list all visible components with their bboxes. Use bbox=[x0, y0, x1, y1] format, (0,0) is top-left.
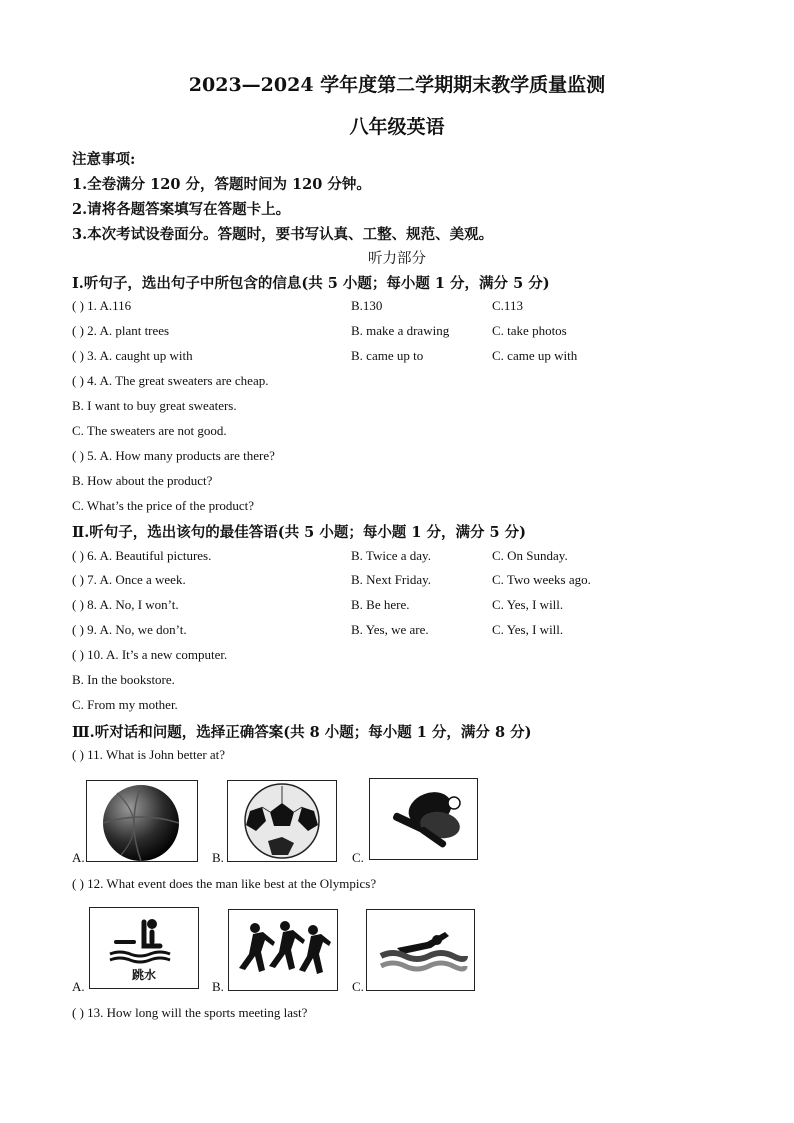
question-9 bbox=[72, 622, 752, 642]
q3-option-b: B. came up to bbox=[351, 348, 424, 363]
q12-label-c: C. bbox=[352, 979, 364, 994]
q11-label-a: A. bbox=[72, 850, 85, 865]
swimming-image bbox=[366, 909, 475, 991]
q6-option-b: B. Twice a day. bbox=[351, 548, 431, 563]
q10-option-c-row bbox=[72, 697, 752, 717]
q12-label-b: B. bbox=[212, 979, 224, 994]
q4-option-b: B. I want to buy great sweaters. bbox=[72, 398, 237, 413]
q9-option-b: B. Yes, we are. bbox=[351, 622, 429, 637]
q8-option-a: ( ) 8. A. No, I won’t. bbox=[72, 597, 179, 612]
q8-option-c: C. Yes, I will. bbox=[492, 597, 564, 612]
q10-option-b-row bbox=[72, 672, 752, 692]
question-3 bbox=[72, 348, 752, 368]
q1-option-b: B.130 bbox=[351, 298, 383, 313]
q4-option-c-row bbox=[72, 423, 752, 443]
q1-option-c: C.113 bbox=[492, 298, 523, 313]
diving-image bbox=[89, 907, 199, 989]
q3-option-a: ( ) 3. A. caught up with bbox=[72, 348, 193, 363]
exam-subtitle: 八年级英语 bbox=[349, 116, 445, 138]
q12-pictures bbox=[72, 905, 492, 995]
q11-label-b: B. bbox=[212, 850, 224, 865]
q5-option-c-row bbox=[72, 498, 752, 518]
question-4 bbox=[72, 373, 752, 393]
q2-option-b: B. make a drawing bbox=[351, 323, 450, 338]
q11-pictures bbox=[72, 776, 492, 866]
q4-option-c: C. The sweaters are not good. bbox=[72, 423, 227, 438]
q5-option-c: C. What’s the price of the product? bbox=[72, 498, 255, 513]
question-2 bbox=[72, 323, 752, 343]
q9-option-a: ( ) 9. A. No, we don’t. bbox=[72, 622, 187, 637]
note-item-2: 2.请将各题答案填写在答题卡上。 bbox=[72, 201, 291, 218]
q10-option-b: B. In the bookstore. bbox=[72, 672, 175, 687]
q6-option-c: C. On Sunday. bbox=[492, 548, 568, 563]
q2-option-a: ( ) 2. A. plant trees bbox=[72, 323, 170, 338]
question-6 bbox=[72, 548, 752, 568]
section-2-heading: Ⅱ.听句子，选出该句的最佳答语(共 5 小题；每小题 1 分，满分 5 分) bbox=[72, 524, 527, 541]
notes-heading: 注意事项: bbox=[72, 151, 136, 168]
question-12 bbox=[72, 876, 752, 896]
q1-option-a: ( ) 1. A.116 bbox=[72, 298, 132, 313]
section-3-heading: Ⅲ.听对话和问题，选择正确答案(共 8 小题；每小题 1 分，满分 8 分) bbox=[72, 724, 532, 741]
running-image bbox=[228, 909, 338, 991]
question-1 bbox=[72, 298, 752, 318]
q7-option-a: ( ) 7. A. Once a week. bbox=[72, 572, 186, 587]
question-13 bbox=[72, 1005, 752, 1025]
question-7 bbox=[72, 572, 752, 592]
q6-option-a: ( ) 6. A. Beautiful pictures. bbox=[72, 548, 212, 563]
note-item-3: 3.本次考试设卷面分。答题时，要书写认真、工整、规范、美观。 bbox=[72, 226, 494, 243]
q13-stem: ( ) 13. How long will the sports meeting last? bbox=[72, 1005, 308, 1020]
question-8 bbox=[72, 597, 752, 617]
q2-option-c: C. take photos bbox=[492, 323, 567, 338]
soccer-ball-image bbox=[227, 780, 337, 862]
q11-label-c: C. bbox=[352, 850, 364, 865]
q8-option-b: B. Be here. bbox=[351, 597, 410, 612]
q5-option-b-row bbox=[72, 473, 752, 493]
question-11 bbox=[72, 747, 752, 767]
q3-option-c: C. came up with bbox=[492, 348, 578, 363]
question-10 bbox=[72, 647, 752, 667]
q7-option-c: C. Two weeks ago. bbox=[492, 572, 591, 587]
question-5 bbox=[72, 448, 752, 468]
q12-stem: ( ) 12. What event does the man like best at the Olympics? bbox=[72, 876, 377, 891]
q4-option-b-row bbox=[72, 398, 752, 418]
ping-pong-image bbox=[369, 778, 478, 860]
q7-option-b: B. Next Friday. bbox=[351, 572, 432, 587]
q10-option-c: C. From my mother. bbox=[72, 697, 178, 712]
listening-part-title: 听力部分 bbox=[368, 251, 426, 267]
note-item-1: 1.全卷满分 120 分，答题时间为 120 分钟。 bbox=[72, 176, 371, 193]
q5-option-b: B. How about the product? bbox=[72, 473, 213, 488]
q9-option-c: C. Yes, I will. bbox=[492, 622, 564, 637]
section-1-heading: Ⅰ.听句子，选出句子中所包含的信息(共 5 小题；每小题 1 分，满分 5 分) bbox=[72, 275, 550, 292]
exam-title: 2023—2024 学年度第二学期期末教学质量监测 bbox=[188, 74, 606, 96]
q12-label-a: A. bbox=[72, 979, 85, 994]
q10-option-a: ( ) 10. A. It’s a new computer. bbox=[72, 647, 228, 662]
q5-option-a: ( ) 5. A. How many products are there? bbox=[72, 448, 275, 463]
diving-caption: 跳水 bbox=[131, 968, 156, 982]
q11-stem: ( ) 11. What is John better at? bbox=[72, 747, 226, 762]
q4-option-a: ( ) 4. A. The great sweaters are cheap. bbox=[72, 373, 269, 388]
basketball-image bbox=[86, 780, 198, 862]
